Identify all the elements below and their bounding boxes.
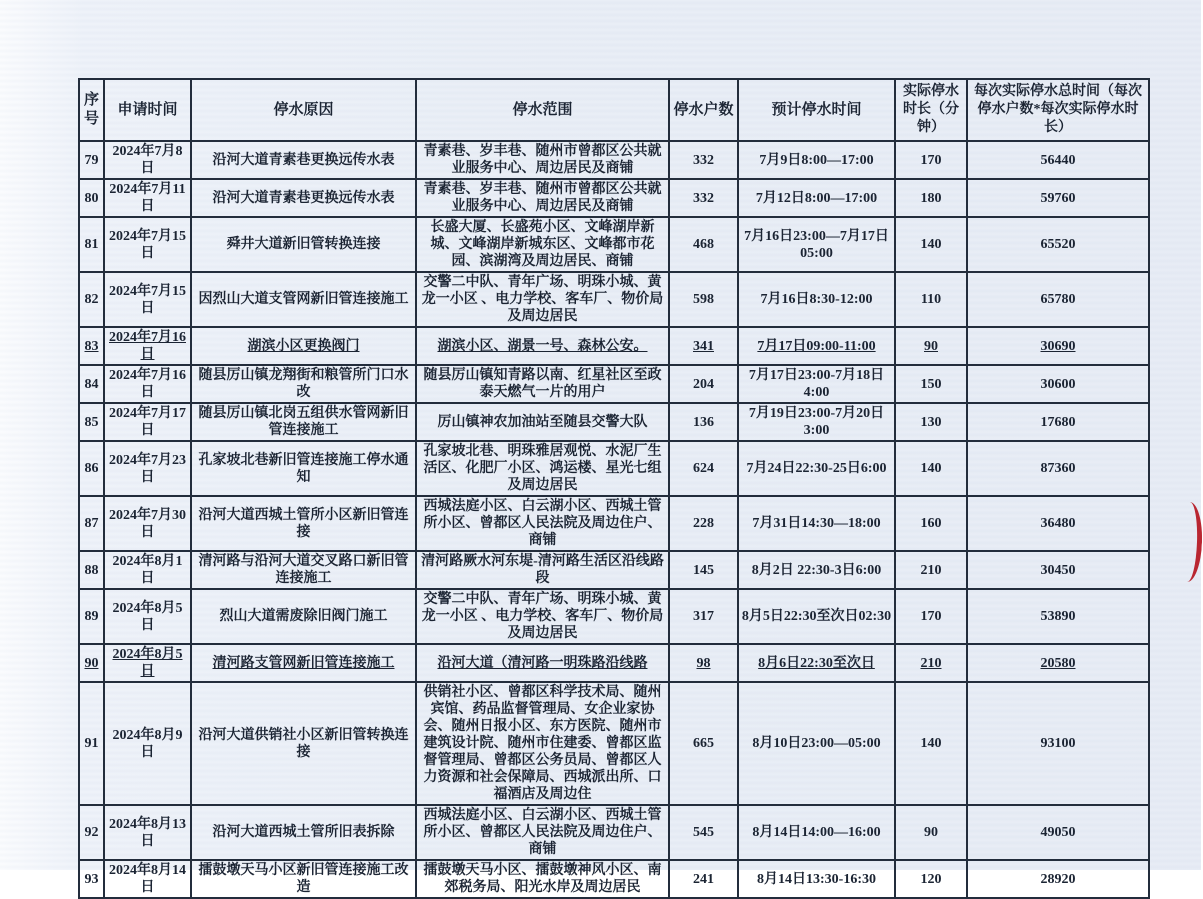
cell-no: 83 xyxy=(79,327,104,365)
cell-households: 341 xyxy=(669,327,738,365)
cell-scope: 交警二中队、青年广场、明珠小城、黄龙一小区 、电力学校、客车厂、物价局及周边居民 xyxy=(416,272,669,327)
cell-duration: 140 xyxy=(895,441,967,496)
cell-apply-date: 2024年8月14日 xyxy=(104,860,191,898)
cell-reason: 清河路支管网新旧管连接施工 xyxy=(191,644,416,682)
cell-apply-date: 2024年7月17日 xyxy=(104,403,191,441)
cell-apply-date: 2024年7月8日 xyxy=(104,141,191,179)
cell-reason: 湖滨小区更换阀门 xyxy=(191,327,416,365)
cell-apply-date: 2024年7月23日 xyxy=(104,441,191,496)
cell-households: 468 xyxy=(669,217,738,272)
cell-total-time: 30690 xyxy=(967,327,1149,365)
cell-apply-date: 2024年7月11日 xyxy=(104,179,191,217)
cell-total-time: 93100 xyxy=(967,682,1149,805)
table-row xyxy=(79,365,1149,403)
cell-apply-date: 2024年7月15日 xyxy=(104,272,191,327)
cell-total-time: 53890 xyxy=(967,589,1149,644)
cell-reason: 沿河大道青素巷更换远传水表 xyxy=(191,179,416,217)
cell-no: 85 xyxy=(79,403,104,441)
cell-total-time: 87360 xyxy=(967,441,1149,496)
header-apply-date: 申请时间 xyxy=(104,79,191,141)
cell-scope: 厉山镇神农加油站至随县交警大队 xyxy=(416,403,669,441)
table-row xyxy=(79,589,1149,644)
table-row xyxy=(79,682,1149,805)
cell-scope: 清河路厥水河东堤-清河路生活区沿线路段 xyxy=(416,551,669,589)
cell-total-time: 65520 xyxy=(967,217,1149,272)
header-total-time: 每次实际停水总时间（每次停水户数*每次实际停水时长） xyxy=(967,79,1149,141)
cell-total-time: 30600 xyxy=(967,365,1149,403)
table-row xyxy=(79,179,1149,217)
cell-apply-date: 2024年7月15日 xyxy=(104,217,191,272)
cell-households: 624 xyxy=(669,441,738,496)
cell-planned-time: 8月14日13:30-16:30 xyxy=(738,860,895,898)
cell-reason: 随县厉山镇北岗五组供水管网新旧管连接施工 xyxy=(191,403,416,441)
cell-households: 145 xyxy=(669,551,738,589)
cell-scope: 青素巷、岁丰巷、随州市曾都区公共就业服务中心、周边居民及商铺 xyxy=(416,141,669,179)
header-households: 停水户数 xyxy=(669,79,738,141)
cell-planned-time: 7月16日8:30-12:00 xyxy=(738,272,895,327)
cell-duration: 180 xyxy=(895,179,967,217)
cell-scope: 沿河大道（清河路一明珠路沿线路 xyxy=(416,644,669,682)
cell-scope: 长盛大厦、长盛苑小区、文峰湖岸新城、文峰湖岸新城东区、文峰都市花园、滨湖湾及周边居民、商铺 xyxy=(416,217,669,272)
table-row xyxy=(79,327,1149,365)
table-row xyxy=(79,860,1149,898)
table-body xyxy=(79,141,1149,898)
cell-total-time: 59760 xyxy=(967,179,1149,217)
cell-planned-time: 8月5日22:30至次日02:30 xyxy=(738,589,895,644)
cell-reason: 舜井大道新旧管转换连接 xyxy=(191,217,416,272)
cell-scope: 随县厉山镇知青路以南、红星社区至政泰天燃气一片的用户 xyxy=(416,365,669,403)
cell-duration: 110 xyxy=(895,272,967,327)
cell-households: 317 xyxy=(669,589,738,644)
cell-apply-date: 2024年8月5日 xyxy=(104,644,191,682)
table-row xyxy=(79,805,1149,860)
cell-total-time: 17680 xyxy=(967,403,1149,441)
cell-scope: 湖滨小区、湖景一号、森林公安。 xyxy=(416,327,669,365)
cell-duration: 90 xyxy=(895,805,967,860)
cell-duration: 210 xyxy=(895,551,967,589)
cell-planned-time: 7月19日23:00-7月20日3:00 xyxy=(738,403,895,441)
cell-planned-time: 7月16日23:00—7月17日05:00 xyxy=(738,217,895,272)
header-scope: 停水范围 xyxy=(416,79,669,141)
cell-reason: 擂鼓墩天马小区新旧管连接施工改造 xyxy=(191,860,416,898)
header-planned-time: 预计停水时间 xyxy=(738,79,895,141)
cell-planned-time: 7月12日8:00—17:00 xyxy=(738,179,895,217)
cell-households: 665 xyxy=(669,682,738,805)
cell-reason: 沿河大道西城土管所旧表拆除 xyxy=(191,805,416,860)
cell-scope: 西城法庭小区、白云湖小区、西城土管所小区、曾都区人民法院及周边住户、商铺 xyxy=(416,805,669,860)
table-row xyxy=(79,441,1149,496)
cell-no: 87 xyxy=(79,496,104,551)
header-row xyxy=(79,79,1149,141)
cell-no: 89 xyxy=(79,589,104,644)
cell-total-time: 30450 xyxy=(967,551,1149,589)
cell-reason: 烈山大道需废除旧阀门施工 xyxy=(191,589,416,644)
cell-planned-time: 8月2日 22:30-3日6:00 xyxy=(738,551,895,589)
cell-no: 81 xyxy=(79,217,104,272)
header-duration: 实际停水时长（分钟） xyxy=(895,79,967,141)
cell-scope: 孔家坡北巷、明珠雅居观悦、水泥厂生活区、化肥厂小区、鸿运楼、星光七组及周边居民 xyxy=(416,441,669,496)
cell-scope: 擂鼓墩天马小区、擂鼓墩神风小区、南郊税务局、阳光水岸及周边居民 xyxy=(416,860,669,898)
cell-households: 241 xyxy=(669,860,738,898)
cell-total-time: 49050 xyxy=(967,805,1149,860)
cell-total-time: 65780 xyxy=(967,272,1149,327)
cell-households: 98 xyxy=(669,644,738,682)
table-header xyxy=(79,79,1149,141)
table-row xyxy=(79,272,1149,327)
cell-households: 545 xyxy=(669,805,738,860)
cell-planned-time: 8月6日22:30至次日 xyxy=(738,644,895,682)
cell-no: 86 xyxy=(79,441,104,496)
cell-planned-time: 8月14日14:00—16:00 xyxy=(738,805,895,860)
cell-apply-date: 2024年8月1日 xyxy=(104,551,191,589)
cell-scope: 供销社小区、曾都区科学技术局、随州宾馆、药品监督管理局、女企业家协会、随州日报小区、东方医院、随州市建筑设计院、随州市住建委、曾都区监督管理局、曾都区公务员局、曾都区人力资源和社会保障局、西城派出所、口福酒店及周边住 xyxy=(416,682,669,805)
cell-no: 80 xyxy=(79,179,104,217)
cell-duration: 170 xyxy=(895,589,967,644)
cell-apply-date: 2024年7月16日 xyxy=(104,365,191,403)
cell-reason: 孔家坡北巷新旧管连接施工停水通知 xyxy=(191,441,416,496)
cell-reason: 沿河大道供销社小区新旧管转换连接 xyxy=(191,682,416,805)
cell-duration: 130 xyxy=(895,403,967,441)
cell-households: 204 xyxy=(669,365,738,403)
cell-no: 82 xyxy=(79,272,104,327)
table-row xyxy=(79,217,1149,272)
cell-duration: 140 xyxy=(895,217,967,272)
table-row xyxy=(79,496,1149,551)
cell-planned-time: 7月17日23:00-7月18日4:00 xyxy=(738,365,895,403)
header-reason: 停水原因 xyxy=(191,79,416,141)
cell-duration: 90 xyxy=(895,327,967,365)
cell-reason: 因烈山大道支管网新旧管连接施工 xyxy=(191,272,416,327)
cell-apply-date: 2024年7月16日 xyxy=(104,327,191,365)
table-row xyxy=(79,644,1149,682)
cell-duration: 140 xyxy=(895,682,967,805)
cell-duration: 160 xyxy=(895,496,967,551)
cell-apply-date: 2024年8月13日 xyxy=(104,805,191,860)
cell-households: 332 xyxy=(669,179,738,217)
cell-no: 91 xyxy=(79,682,104,805)
cell-total-time: 20580 xyxy=(967,644,1149,682)
table-row xyxy=(79,141,1149,179)
cell-no: 90 xyxy=(79,644,104,682)
cell-no: 92 xyxy=(79,805,104,860)
cell-no: 79 xyxy=(79,141,104,179)
water-outage-table xyxy=(78,78,1150,899)
red-pen-mark xyxy=(1174,502,1203,583)
table-row xyxy=(79,403,1149,441)
cell-duration: 170 xyxy=(895,141,967,179)
header-no: 序号 xyxy=(79,79,104,141)
cell-duration: 120 xyxy=(895,860,967,898)
cell-reason: 沿河大道西城土管所小区新旧管连接 xyxy=(191,496,416,551)
cell-households: 136 xyxy=(669,403,738,441)
cell-planned-time: 7月9日8:00—17:00 xyxy=(738,141,895,179)
cell-reason: 沿河大道青素巷更换远传水表 xyxy=(191,141,416,179)
cell-apply-date: 2024年7月30日 xyxy=(104,496,191,551)
cell-total-time: 56440 xyxy=(967,141,1149,179)
table-row xyxy=(79,551,1149,589)
cell-planned-time: 7月17日09:00-11:00 xyxy=(738,327,895,365)
cell-households: 332 xyxy=(669,141,738,179)
cell-no: 84 xyxy=(79,365,104,403)
cell-reason: 随县厉山镇龙翔街和粮管所门口水改 xyxy=(191,365,416,403)
cell-scope: 西城法庭小区、白云湖小区、西城土管所小区、曾都区人民法院及周边住户、商铺 xyxy=(416,496,669,551)
cell-planned-time: 7月31日14:30—18:00 xyxy=(738,496,895,551)
cell-no: 93 xyxy=(79,860,104,898)
cell-duration: 150 xyxy=(895,365,967,403)
cell-planned-time: 7月24日22:30-25日6:00 xyxy=(738,441,895,496)
cell-reason: 清河路与沿河大道交叉路口新旧管连接施工 xyxy=(191,551,416,589)
cell-total-time: 36480 xyxy=(967,496,1149,551)
cell-no: 88 xyxy=(79,551,104,589)
cell-planned-time: 8月10日23:00—05:00 xyxy=(738,682,895,805)
cell-households: 228 xyxy=(669,496,738,551)
cell-duration: 210 xyxy=(895,644,967,682)
cell-scope: 交警二中队、青年广场、明珠小城、黄龙一小区 、电力学校、客车厂、物价局及周边居民 xyxy=(416,589,669,644)
cell-total-time: 28920 xyxy=(967,860,1149,898)
cell-apply-date: 2024年8月5日 xyxy=(104,589,191,644)
cell-households: 598 xyxy=(669,272,738,327)
cell-scope: 青素巷、岁丰巷、随州市曾都区公共就业服务中心、周边居民及商铺 xyxy=(416,179,669,217)
cell-apply-date: 2024年8月9日 xyxy=(104,682,191,805)
